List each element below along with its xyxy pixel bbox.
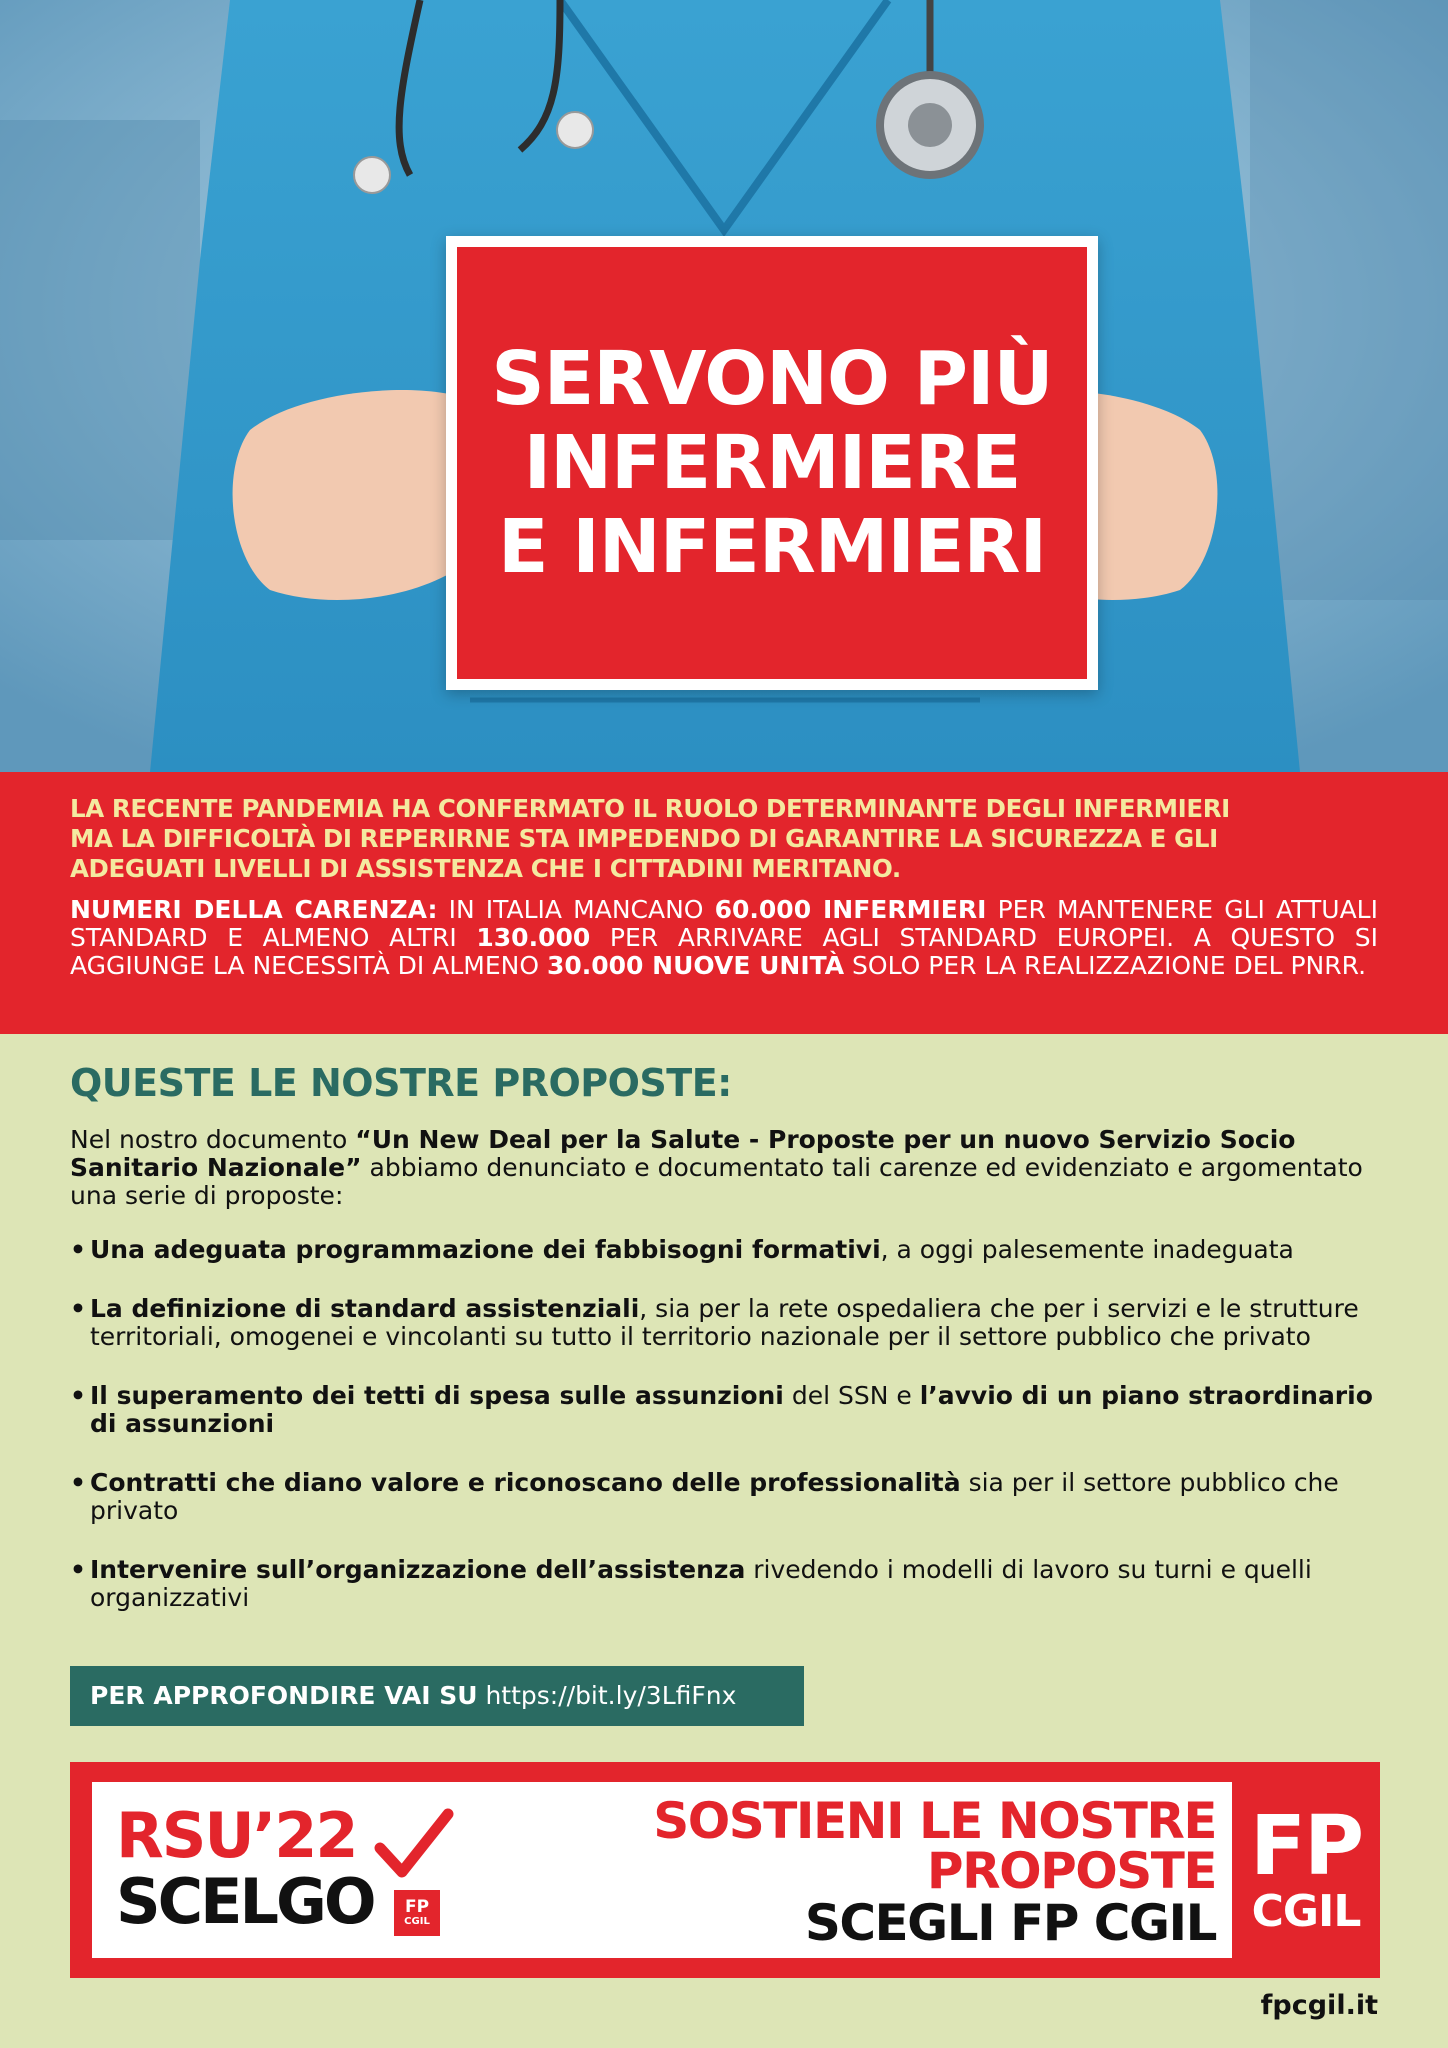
proposal-text: , sia per la rete ospedaliera che per i servizi e le strutture territoriali, omogenei e vincolanti su tutto il territorio nazionale per il settore pubblico che privato bbox=[90, 1294, 1359, 1351]
proposal-bold: Il superamento dei tetti di spesa sulle assunzioni bbox=[90, 1381, 784, 1410]
proposal-item bbox=[70, 1469, 1380, 1525]
learn-more-label: PER APPROFONDIRE VAI SU bbox=[90, 1681, 478, 1710]
shortage-text: IN ITALIA MANCANO bbox=[437, 895, 715, 924]
brand-cgil: CGIL bbox=[1251, 1886, 1361, 1937]
intro-text: Nel nostro documento bbox=[70, 1125, 356, 1154]
fp-cgil-logo bbox=[1232, 1762, 1380, 1978]
learn-more-link[interactable] bbox=[70, 1666, 804, 1726]
mini-logo-fp: FP bbox=[404, 1896, 430, 1917]
proposal-text: del SSN e bbox=[783, 1381, 920, 1410]
slogan-line-1: SOSTIENI LE NOSTRE bbox=[653, 1792, 1216, 1850]
check-icon bbox=[374, 1808, 454, 1880]
proposal-bold: Contratti che diano valore e riconoscano delle professionalità bbox=[90, 1468, 961, 1497]
rsu22-text: RSU’22 bbox=[116, 1799, 357, 1872]
proposals-list bbox=[70, 1236, 1380, 1612]
proposals-intro bbox=[70, 1126, 1380, 1210]
proposal-item bbox=[70, 1295, 1380, 1351]
proposal-bold: l’avvio di un piano straordinario di assunzioni bbox=[90, 1381, 1373, 1438]
shortage-text: SOLO PER LA REALIZZAZIONE DEL PNRR. bbox=[844, 951, 1367, 980]
headline-line-3: E INFERMIERI bbox=[497, 504, 1047, 590]
headline-card-red bbox=[457, 247, 1087, 679]
fp-cgil-mini-logo bbox=[394, 1890, 440, 1936]
proposal-bold: Una adeguata programmazione dei fabbisogni formativi bbox=[90, 1235, 881, 1264]
shortage-text: PER MANTENERE GLI ATTUALI STANDARD E ALMENO ALTRI bbox=[70, 895, 1378, 952]
proposal-bold: La definizione di standard assistenziali bbox=[90, 1294, 640, 1323]
scelgo-text: SCELGO bbox=[116, 1865, 374, 1938]
shortage-label: NUMERI DELLA CARENZA: bbox=[70, 895, 438, 924]
proposals-section bbox=[70, 1058, 1380, 1643]
shortage-figure: 30.000 NUOVE UNITÀ bbox=[546, 951, 845, 980]
proposal-text: , a oggi palesemente inadeguata bbox=[880, 1235, 1294, 1264]
intro-text: abbiamo denunciato e documentato tali carenze ed evidenziato e argomentato una serie di proposte: bbox=[70, 1153, 1363, 1210]
proposal-text: rivedendo i modelli di lavoro su turni e quelli organizzativi bbox=[90, 1555, 1312, 1612]
hero-photo bbox=[0, 0, 1448, 772]
band-intro-line: MA LA DIFFICOLTÀ DI REPERIRNE STA IMPEDENDO DI GARANTIRE LA SICUREZZA E GLI bbox=[70, 824, 1218, 853]
mini-logo-cgil: CGIL bbox=[404, 1915, 430, 1927]
brand-fp: FP bbox=[1249, 1799, 1363, 1894]
band-intro-line: ADEGUATI LIVELLI DI ASSISTENZA CHE I CITTADINI MERITANO. bbox=[70, 854, 901, 883]
headline-line-1: SERVONO PIÙ bbox=[491, 336, 1053, 422]
proposal-item bbox=[70, 1236, 1380, 1264]
shortage-figure: 130.000 bbox=[476, 923, 591, 952]
proposals-title: QUESTE LE NOSTRE PROPOSTE: bbox=[70, 1061, 732, 1105]
proposal-text: sia per il settore pubblico che privato bbox=[90, 1468, 1339, 1525]
headline-line-2: INFERMIERE bbox=[523, 420, 1021, 506]
banner-white-panel bbox=[92, 1782, 1232, 1958]
band-intro-line: LA RECENTE PANDEMIA HA CONFERMATO IL RUOLO DETERMINANTE DEGLI INFERMIERI bbox=[70, 794, 1230, 823]
shortage-band bbox=[0, 772, 1448, 1034]
slogan-line-2: PROPOSTE bbox=[926, 1842, 1216, 1900]
website-link[interactable]: fpcgil.it bbox=[1260, 1990, 1378, 2021]
campaign-banner bbox=[70, 1762, 1380, 1978]
document-title: “Un New Deal per la Salute - Proposte per un nuovo Servizio Socio Sanitario Nazionale” bbox=[70, 1125, 1296, 1182]
slogan-line-3: SCEGLI FP CGIL bbox=[804, 1894, 1216, 1952]
rsu22-logo bbox=[116, 1799, 476, 1944]
headline-card bbox=[446, 236, 1098, 690]
proposal-item bbox=[70, 1556, 1380, 1612]
band-intro bbox=[70, 794, 1378, 884]
shortage-figure: 60.000 INFERMIERI bbox=[714, 895, 987, 924]
shortage-numbers bbox=[70, 896, 1378, 980]
learn-more-url[interactable]: https://bit.ly/3LfiFnx bbox=[485, 1681, 737, 1710]
proposal-bold: Intervenire sull’organizzazione dell’assistenza bbox=[90, 1555, 746, 1584]
proposal-item bbox=[70, 1382, 1380, 1438]
shortage-text: PER ARRIVARE AGLI STANDARD EUROPEI. A QUESTO SI AGGIUNGE LA NECESSITÀ DI ALMENO bbox=[70, 923, 1378, 980]
campaign-slogan bbox=[653, 1792, 1216, 1952]
